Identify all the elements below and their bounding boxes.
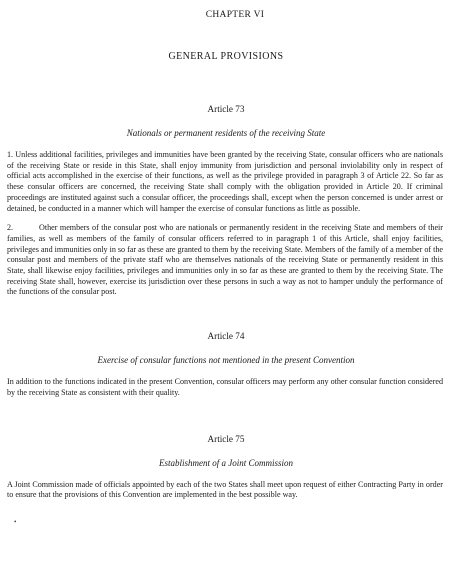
section-title: GENERAL PROVISIONS [168,51,284,62]
article-heading: Article 75 [207,433,245,444]
article-73 [7,104,445,298]
article-paragraph: In addition to the functions indicated in the present Convention, consular officers may perform any other consular function considered by the receiving State as consistent with their quality. [7,377,443,397]
article-subtitle: Nationals or permanent residents of the receiving State [126,128,326,138]
article-74 [7,331,445,398]
paragraph-text: Other members of the consular post who are nationals or permanently resident in the receiving State and members of their families, as well as members of the family of consular officers referred to in paragraph 1 of this Article, shall enjoy facilities, privileges and immunities only in so far as these are granted to them by the receiving State. Members of the family of a member of the consular post and members of the private staff who are themselves nationals of the receiving State or permanently resident in this State, shall likewise enjoy facilities, privileges and immunities only in so far as these are granted to them by the receiving State. The receiving State shall, however, exercise its jurisdiction over these persons in such a way as not to hamper unduly the performance of the functions of the consular post. [7,223,443,297]
scan-speck-mark: • [14,518,17,526]
article-paragraph: A Joint Commission made of officials appointed by each of the two States shall meet upon request of either Contracting Party in order to ensure that the provisions of this Convention are implemented in the best possible way. [7,479,443,500]
article-paragraph: 1. Unless additional facilities, privileges and immunities have been granted by the receiving State, consular officers who are nationals of the receiving State or reside in this State, shall enjoy immunity from jurisdiction and personal inviolability only in respect of official acts accomplished in the exercise of their functions, as well as the privilege provided in paragraph 3 of Article 22. So far as these consular officers are concerned, the receiving State shall comply with the obligation provided in Article 20. If criminal proceedings are instituted against such a consular officer, the proceedings shall, except when the person concerned is under arrest or detained, be conducted in a manner which will hamper the exercise of consular functions as little as possible. [7,150,443,213]
article-heading: Article 74 [207,331,245,342]
article-paragraph [7,223,445,298]
chapter-heading: CHAPTER VI [205,10,265,20]
paragraph-number: 2. [7,223,14,233]
article-heading: Article 73 [207,104,245,114]
article-75 [7,434,445,501]
article-subtitle: Exercise of consular functions not mentioned in the present Convention [97,355,355,366]
article-subtitle: Establishment of a Joint Commission [158,457,293,468]
